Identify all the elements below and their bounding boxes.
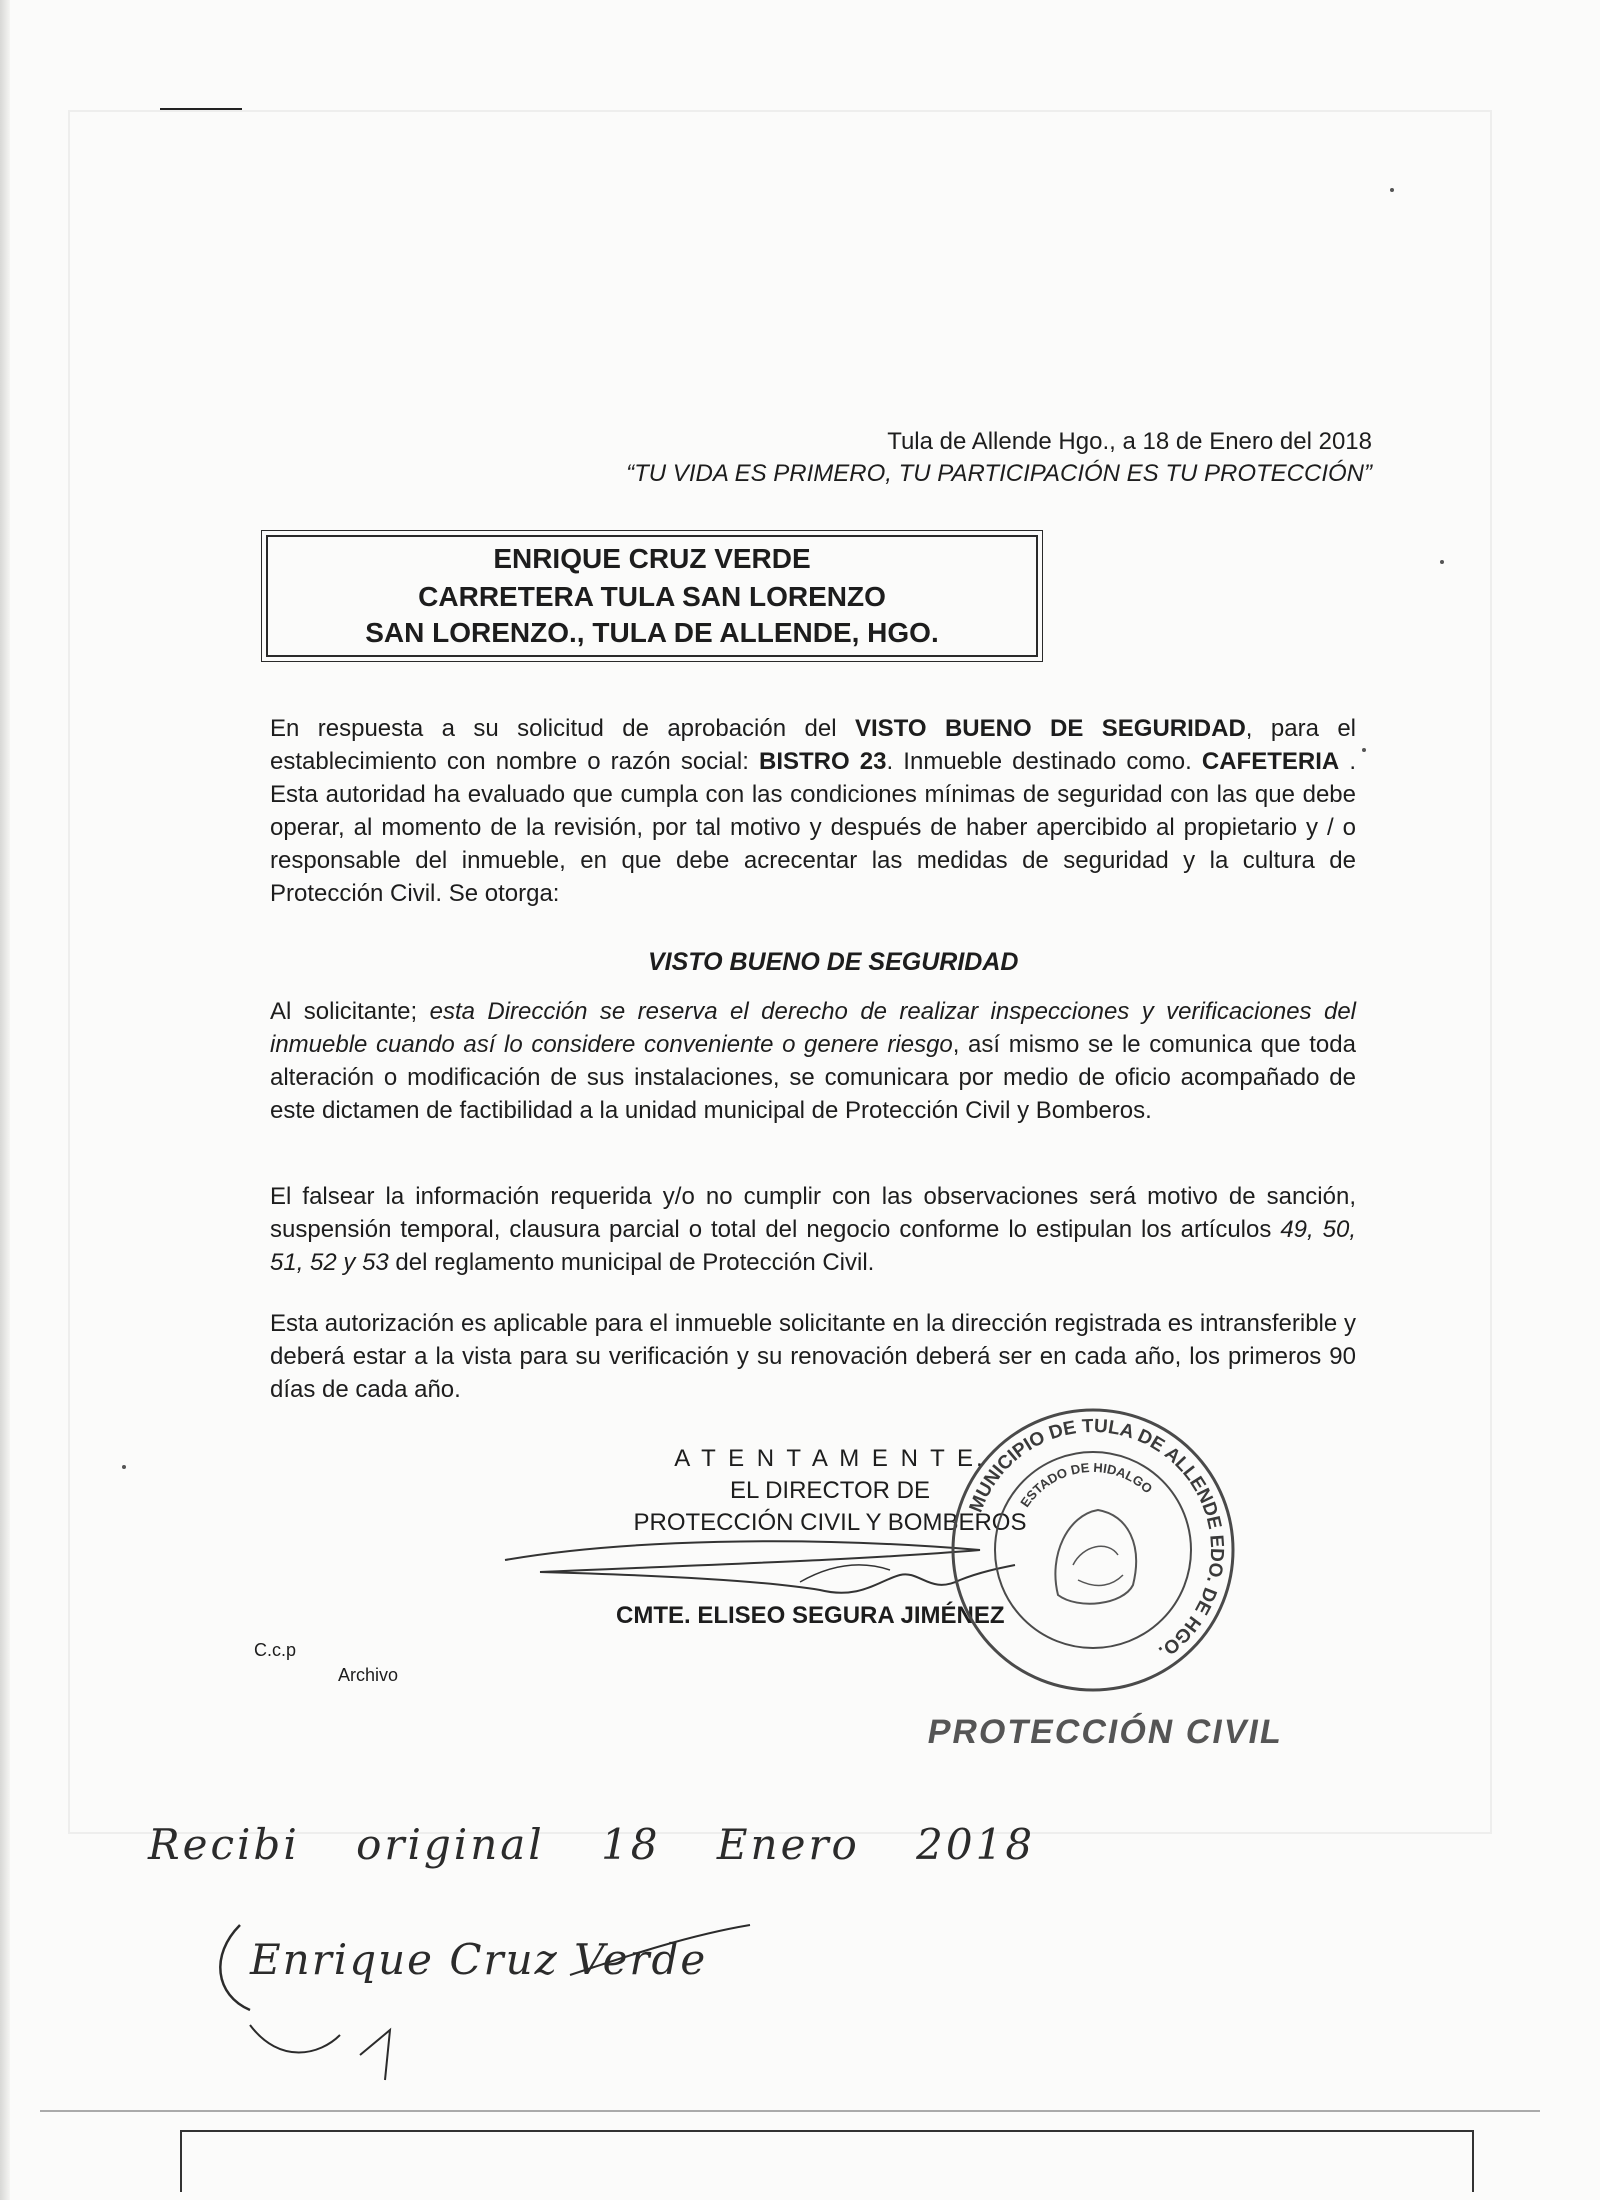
p2-text-c: , así mismo se le comunica que toda alteración o modificación de sus instalaciones, se comunicara por medio de oficio acompañado de este dictamen de factibilidad a la unidad municipal de Protección Civil y Bomberos. <box>270 1031 1356 1124</box>
speck <box>1390 188 1394 192</box>
p3-text-a: El falsear la información requerida y/o no cumplir con las observaciones será motivo de sanción, suspensión temporal, clausura parcial o total del negocio conforme lo estipulan los artículos <box>270 1183 1356 1243</box>
signer-name: CMTE. ELISEO SEGURA JIMÉNEZ <box>616 1602 1005 1629</box>
closing-regards: A T E N T A M E N T E, <box>674 1445 986 1472</box>
speck <box>1440 560 1444 564</box>
p3-text-c: del reglamento municipal de Protección Civil. <box>388 1249 875 1276</box>
p1-permit-name: VISTO BUENO DE SEGURIDAD <box>854 715 1246 742</box>
scan-edge <box>0 0 10 2200</box>
seal-inner-text: ESTADO DE HIDALGO <box>1017 1459 1156 1510</box>
place-date: Tula de Allende Hgo., a 18 de Enero del 2018 <box>887 428 1372 455</box>
civil-protection-stamp: PROTECCIÓN CIVIL <box>924 1713 1287 1751</box>
p3-articles: 49, 50, 51, 52 y 53 <box>270 1216 1356 1276</box>
motto: “TU VIDA ES PRIMERO, TU PARTICIPACIÓN ES TU PROTECCIÓN” <box>626 460 1372 487</box>
seal-ring-text: MUNICIPIO DE TULA DE ALLENDE EDO. DE HGO. <box>965 1415 1228 1663</box>
p2-text-a: Al solicitante; <box>270 998 430 1025</box>
paragraph-inspection <box>270 995 1356 1127</box>
p1-business-name: BISTRO 23 <box>759 748 887 775</box>
copy-label: C.c.p <box>254 1640 297 1660</box>
copy-archive: Archivo <box>338 1665 399 1685</box>
p1-text-a: En respuesta a su solicitud de aprobación del <box>270 715 855 742</box>
grant-title: VISTO BUENO DE SEGURIDAD <box>648 948 1019 976</box>
paragraph-sanction <box>270 1180 1356 1279</box>
bottom-table-edge <box>180 2130 1474 2192</box>
handwritten-signature-name: Enrique Cruz Verde <box>250 1935 708 1984</box>
recipient-street: CARRETERA TULA SAN LORENZO <box>418 581 886 612</box>
paragraph-authorization: Esta autorización es aplicable para el inmueble solicitante en la dirección registrada es intransferible y deberá estar a la vista para su verificación y su renovación deberá ser en cada año, los primeros 90 días de cada año. <box>270 1310 1356 1403</box>
dash-mark <box>160 108 242 110</box>
p1-business-type: CAFETERIA <box>1201 748 1340 775</box>
bottom-edge-line <box>40 2110 1540 2112</box>
recipient-name: ENRIQUE CRUZ VERDE <box>493 543 811 574</box>
handwritten-received-note: Recibi original 18 Enero 2018 <box>148 1820 1036 1869</box>
p1-text-g: . Esta autoridad ha evaluado que cumpla con las condiciones mínimas de seguridad con las que debe operar, al momento de la revisión, por tal motivo y después de haber apercibido al propietario y / o responsable del inmueble, en que debe acrecentar las medidas de seguridad y la cultura de Protección Civil. Se otorga: <box>270 748 1357 907</box>
speck <box>122 1465 126 1469</box>
p1-text-e: . Inmueble destinado como. <box>886 748 1202 775</box>
speck <box>1362 748 1366 752</box>
paragraph-request <box>270 712 1356 910</box>
recipient-box <box>266 535 1038 657</box>
municipal-seal <box>948 1405 1238 1695</box>
p1-text-c: , para el establecimiento con nombre o razón social: <box>270 715 1357 775</box>
p2-text-b: esta Dirección se reserva el derecho de realizar inspecciones y verificaciones del inmueble cuando así lo considere conveniente o genere riesgo <box>270 998 1356 1058</box>
recipient-city: SAN LORENZO., TULA DE ALLENDE, HGO. <box>365 617 939 648</box>
director-title-1: EL DIRECTOR DE <box>729 1477 931 1504</box>
director-title-2: PROTECCIÓN CIVIL Y BOMBEROS <box>633 1509 1027 1536</box>
